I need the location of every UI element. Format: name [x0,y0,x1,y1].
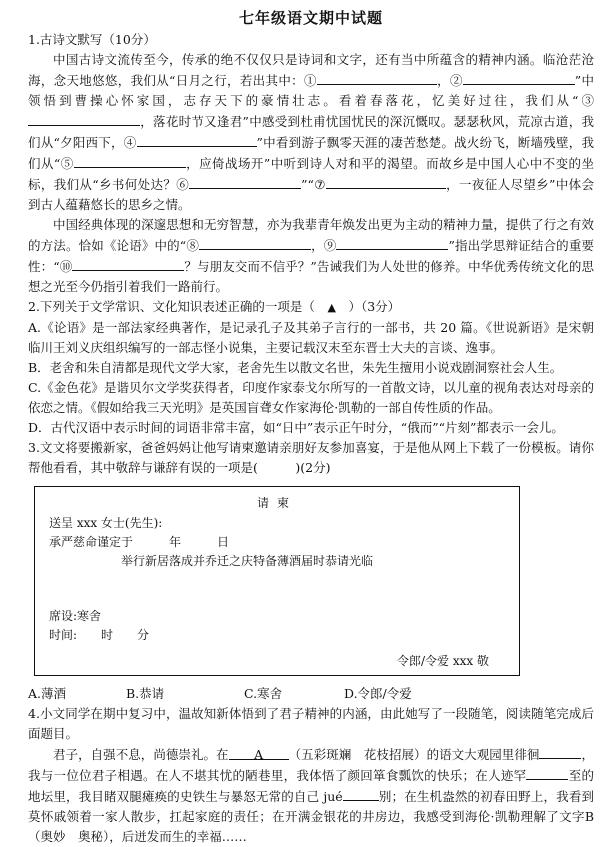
q4-heading: 4.小文同学在期中复习中，温故知新体悟到了君子精神的内涵，由此她写了一段随笔，阅读随笔完成后面题目。 [28,706,594,741]
invitation-venue: 席设:寒舍 [49,609,102,623]
q1-paragraph-1: 中国古诗文流传至今，传承的绝不仅仅只是诗词和文字，还有当中所蕴含的精神内涵。临沧茫沧海，念天地悠悠，我们从“日月之行，若出其中：① ，② ”中领悟到曹操心怀家国，志存天下的豪情壮志。看着春落花，忆美好过往，我们从“③，落花时节又逢君”中感受到杜甫忧国忧民的深沉慨叹。瑟瑟秋风，荒凉古道，我们从“夕阳西下，④ ”中看到游子飘零天涯的凄苦愁楚。战火纷飞，断墙残壁，我们从“⑤ ，应倚战场开”中听到诗人对和平的渴望。而故乡是中国人心中不变的坐标，我们从“乡书何处达？⑥ ”“⑦ ，一夜征人尽望乡”中体会到古人蕴藉悠长的思乡之情。 [28,52,594,212]
q1-paragraph-2: 中国经典体现的深邃思想和无穷智慧，亦为我辈青年焕发出更为主动的精神力量，提供了行之有效的方法。恰如《论语》中的“⑧ ，⑨ ”指出学思辩证结合的重要性：“⑩ ？与朋友交而不信乎？”告诫我们为人处世的修养。中华优秀传统文化的思想之光至今仍指引着我们一路前行。 [28,217,594,294]
answer-blank[interactable] [199,235,311,250]
q1-heading: 1.古诗文默写（10分） [28,32,156,47]
answer-blank[interactable] [137,132,257,147]
answer-blank[interactable] [539,744,581,759]
page-title: 七年级语文期中试题 [238,9,383,27]
invitation-title: 请柬 [256,496,297,510]
q3-option-b: B.恭请 [126,686,165,701]
answer-blank[interactable] [74,153,186,168]
q3-options [28,684,594,704]
answer-blank[interactable] [463,70,575,85]
answer-blank[interactable] [526,765,568,780]
invitation-time: 时间: 时 分 [49,628,150,642]
q2-option-b: B．老舍和朱自清都是现代文学大家，老舍先生以散文名世，朱先生擅用小说戏剧洞察社会人生。 [28,360,563,375]
q3-option-d: D.令郎/令爱 [344,686,412,701]
q3-option-c: C.寒舍 [244,686,283,701]
answer-blank[interactable] [317,70,437,85]
q2-option-c: C.《金色花》是谐贝尔文学奖获得者，印度作家泰戈尔所写的一首散文诗，以儿童的视角表达对母亲的依恋之情。《假如给我三天光明》是英国盲聋女作家海伦·凯勒的一部自传性质的作品。 [28,380,594,415]
exam-page [28,0,607,847]
q3-heading: 3.文文将要搬新家，爸爸妈妈让他写请柬邀请亲朋好友参加喜宴，于是他从网上下载了一份模板。请你帮他看看，其中敬辞与谦辞有误的一项是( )(2分) [28,440,594,475]
invitation-event-line: 举行新居落成并乔迁之庆特备薄酒届时恭请光临 [121,554,374,568]
answer-blank[interactable] [326,174,446,189]
invitation-signature: 令郎/令爱 xxx 敬 [397,654,489,668]
answer-blank[interactable] [336,235,448,250]
invitation-card [34,486,520,676]
answer-blank[interactable] [343,786,379,801]
q2-heading: 2.下列关于文学常识、文化知识表述正确的一项是（ ▲ ）（3分） [28,299,401,314]
answer-blank[interactable] [72,256,184,271]
invitation-date-line: 承严慈命谨定于 年 日 [49,535,230,549]
q2-option-d: D．古代汉语中表示时间的词语非常丰富，如“日中”表示正午时分，“俄而”“片刻”都表示一会儿。 [28,420,564,435]
q2-option-a: A.《论语》是一部法家经典著作，是记录孔子及其弟子言行的一部书，共 20 篇。《世说新语》是宋朝临川王刘义庆组织编写的一部志怪小说集，主要记载汉末至东晋士大夫的言谈、逸事。 [28,320,594,355]
invitation-recipient: 送呈 xxx 女士(先生): [49,516,163,530]
answer-blank[interactable] [189,174,301,189]
q4-paragraph: 君子，自强不息，尚德崇礼。在 A （五彩斑斓 花枝招展）的语文大观园里徘徊 ，我与一位位君子相遇。在人不堪其忧的陋巷里，我体悟了颜回箪食瓢饮的快乐；在人迹罕 至的地坛里，我目睹双腿瘫痪的史铁生与暴怒无常的自己 jué 别；在生机盎然的初春田野上，我看到莫怀戚领着一家人散步，扛起家庭的责任；在开满金银花的井房边，我感受到海伦·凯勒理解了文字B （奥妙 奥秘），后迸发而生的幸福…… [28,744,594,847]
answer-blank[interactable] [28,111,140,126]
q3-option-a: A.薄酒 [28,686,67,701]
blank-triangle-marker: ▲ [327,301,336,314]
answer-blank-a[interactable]: A [229,745,289,760]
